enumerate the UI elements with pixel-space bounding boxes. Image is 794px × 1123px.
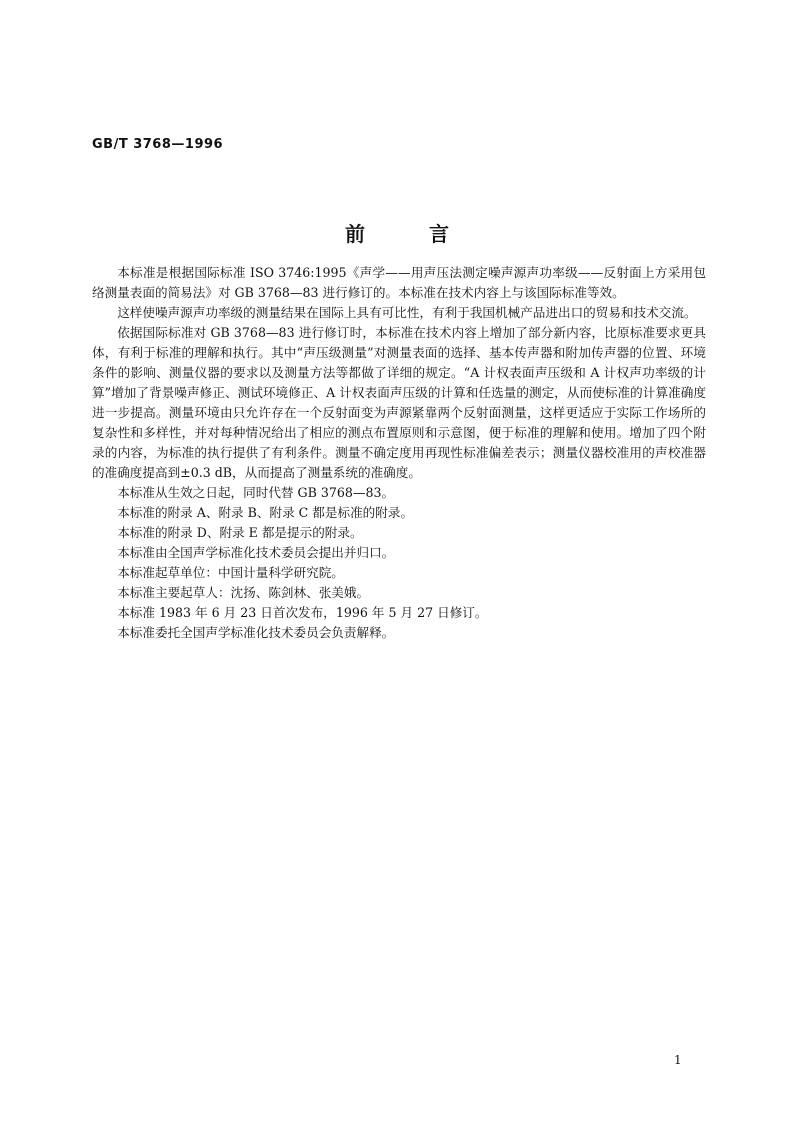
- page-title: 前言: [345, 222, 513, 246]
- paragraph-7: 本标准由全国声学标准化技术委员会提出并归口。: [117, 545, 395, 560]
- paragraph-5: 本标准的附录 A、附录 B、附录 C 都是标准的附录。: [117, 505, 414, 520]
- standard-code: GB/T 3768—1996: [92, 137, 224, 152]
- page-number: 1: [674, 1053, 682, 1067]
- paragraph-11: 本标准委托全国声学标准化技术委员会负责解释。: [117, 625, 395, 640]
- paragraph-10: 本标准 1983 年 6 月 23 日首次发布，1996 年 5 月 27 日修订。: [117, 605, 488, 620]
- paragraph-1: 本标准是根据国际标准 ISO 3746:1995《声学——用声压法测定噪声源声功率级——反射面上方采用包络测量表面的简易法》对 GB 3768—83 进行修订的。本标准在技术内容上与该国际标准等效。: [92, 265, 706, 300]
- foreword-body: [92, 263, 706, 643]
- paragraph-3: 依据国际标准对 GB 3768—83 进行修订时，本标准在技术内容上增加了部分新内容，比原标准要求更具体，有利于标准的理解和执行。其中“声压级测量”对测量表面的选择、基本传声器和附加传声器的位置、环境条件的影响、测量仪器的要求以及测量方法等都做了详细的规定。“A 计权表面声压级和 A 计权声功率级的计算”增加了背景噪声修正、测试环境修正、A 计权表面声压级的计算和任选量的测定，从而使标准的计算准确度进一步提高。测量环境由只允许存在一个反射面变为声源紧靠两个反射面测量，这样更适应于实际工作场所的复杂性和多样性，并对每种情况给出了相应的测点布置原则和示意图，便于标准的理解和使用。增加了四个附录的内容，为标准的执行提供了有利条件。测量不确定度用再现性标准偏差表示；测量仪器校准用的声校准器的准确度提高到±0.3 dB，从而提高了测量系统的准确度。: [92, 325, 706, 480]
- paragraph-2: 这样使噪声源声功率级的测量结果在国际上具有可比性，有利于我国机械产品进出口的贸易和技术交流。: [117, 305, 697, 320]
- paragraph-8: 本标准起草单位：中国计量科学研究院。: [117, 565, 344, 580]
- paragraph-4: 本标准从生效之日起，同时代替 GB 3768—83。: [117, 485, 395, 500]
- paragraph-6: 本标准的附录 D、附录 E 都是提示的附录。: [117, 525, 363, 540]
- paragraph-9: 本标准主要起草人：沈扬、陈剑林、张美娥。: [117, 585, 370, 600]
